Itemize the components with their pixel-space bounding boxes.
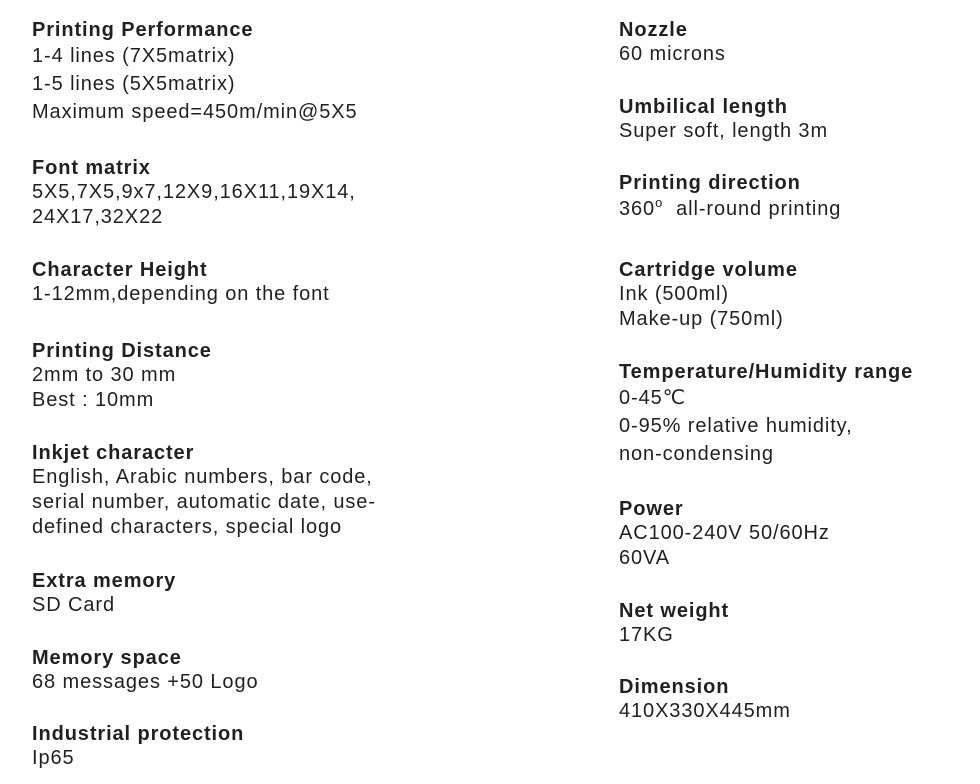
degree-value: 360 xyxy=(619,198,656,220)
spec-title: Inkjet character xyxy=(32,442,195,464)
spec-title: Printing direction xyxy=(619,172,801,194)
spec-title: Memory space xyxy=(32,647,182,669)
spec-character-height xyxy=(32,258,330,307)
spec-printing-direction xyxy=(619,171,841,223)
spec-value: 1-4 lines (7X5matrix) xyxy=(32,45,236,67)
spec-value: 0-45℃ xyxy=(619,387,686,409)
spec-font-matrix xyxy=(32,156,356,230)
spec-power xyxy=(619,497,830,571)
spec-value: Make-up (750ml) xyxy=(619,308,784,330)
spec-title: Net weight xyxy=(619,600,730,622)
spec-value: 17KG xyxy=(619,624,674,646)
spec-title: Character Height xyxy=(32,259,208,281)
spec-title: Industrial protection xyxy=(32,723,245,745)
spec-value: 68 messages +50 Logo xyxy=(32,671,259,693)
spec-printing-distance xyxy=(32,339,212,413)
spec-value: non-condensing xyxy=(619,443,774,465)
spec-umbilical-length xyxy=(619,95,828,144)
spec-nozzle xyxy=(619,18,726,67)
spec-value: Ink (500ml) xyxy=(619,283,729,305)
spec-memory-space xyxy=(32,646,259,695)
spec-value: 410X330X445mm xyxy=(619,700,791,722)
spec-value: Super soft, length 3m xyxy=(619,120,829,142)
spec-value: 1-5 lines (5X5matrix) xyxy=(32,73,236,95)
spec-value: Maximum speed=450m/min@5X5 xyxy=(32,101,358,123)
spec-printing-performance xyxy=(32,18,358,126)
spec-title: Printing Distance xyxy=(32,340,212,362)
spec-title: Temperature/Humidity range xyxy=(619,361,914,383)
spec-value: defined characters, special logo xyxy=(32,516,343,538)
spec-cartridge-volume xyxy=(619,258,798,332)
spec-extra-memory xyxy=(32,569,176,618)
spec-title: Dimension xyxy=(619,676,730,698)
spec-value: Best : 10mm xyxy=(32,389,155,411)
spec-value: English, Arabic numbers, bar code, xyxy=(32,466,373,488)
direction-text: all-round printing xyxy=(663,198,842,220)
spec-title: Power xyxy=(619,498,684,520)
spec-title: Printing Performance xyxy=(32,19,254,41)
spec-title: Cartridge volume xyxy=(619,259,798,281)
spec-title: Umbilical length xyxy=(619,96,788,118)
spec-value: 60 microns xyxy=(619,43,726,65)
spec-net-weight xyxy=(619,599,729,648)
spec-title: Font matrix xyxy=(32,157,151,179)
spec-title: Extra memory xyxy=(32,570,177,592)
spec-value: serial number, automatic date, use- xyxy=(32,491,376,513)
spec-value: AC100-240V 50/60Hz xyxy=(619,522,830,544)
spec-industrial-protection xyxy=(32,722,244,771)
spec-temperature-humidity xyxy=(619,360,913,468)
spec-value: 5X5,7X5,9x7,12X9,16X11,19X14, xyxy=(32,181,356,203)
spec-value: 0-95% relative humidity, xyxy=(619,415,853,437)
spec-value: 1-12mm,depending on the font xyxy=(32,283,330,305)
spec-value: 24X17,32X22 xyxy=(32,206,164,228)
spec-dimension xyxy=(619,675,791,724)
spec-value: Ip65 xyxy=(32,747,75,769)
spec-value: 2mm to 30 mm xyxy=(32,364,177,386)
degree-mark: o xyxy=(655,195,664,210)
spec-value xyxy=(619,195,841,223)
spec-value: 60VA xyxy=(619,547,671,569)
spec-inkjet-character xyxy=(32,441,376,540)
spec-value: SD Card xyxy=(32,594,115,616)
spec-title: Nozzle xyxy=(619,19,688,41)
